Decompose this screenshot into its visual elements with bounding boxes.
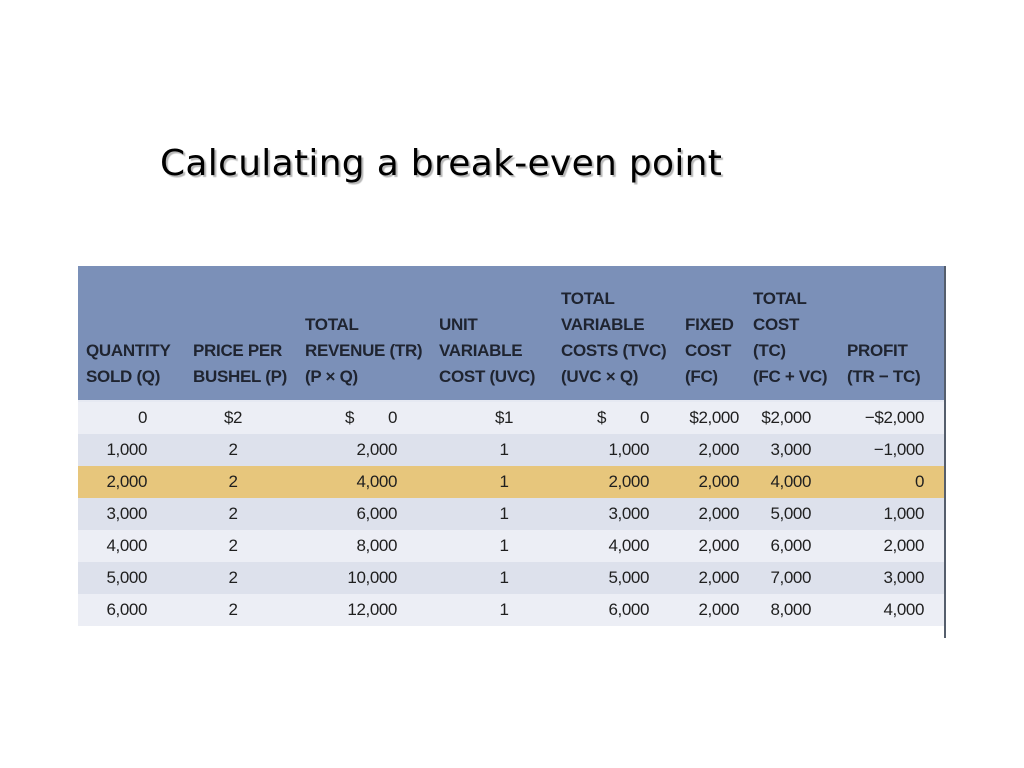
table-row	[78, 562, 944, 594]
break-even-table-container	[78, 266, 946, 638]
cell-revenue: 8,000	[356, 536, 397, 555]
cell-uvc: 1	[499, 472, 509, 491]
cell-quantity: 6,000	[106, 600, 147, 619]
cell-profit: 3,000	[883, 568, 924, 587]
cell-price: 2	[228, 568, 238, 587]
cell-tvc: 2,000	[608, 472, 649, 491]
cell-tvc: 6,000	[608, 600, 649, 619]
header-price-per-bushel: PRICE PER BUSHEL (P)	[185, 266, 297, 401]
cell-price: $2	[223, 408, 243, 427]
table-row	[78, 594, 944, 626]
cell-profit: 4,000	[883, 600, 924, 619]
table-row	[78, 498, 944, 530]
cell-price: 2	[228, 440, 238, 459]
table-row	[78, 434, 944, 466]
cell-quantity: 2,000	[106, 472, 147, 491]
cell-fixed-cost: 2,000	[698, 472, 739, 491]
table-row	[78, 401, 944, 434]
cell-revenue: 4,000	[356, 472, 397, 491]
cell-price: 2	[228, 600, 238, 619]
cell-revenue: 10,000	[347, 568, 397, 587]
cell-uvc: 1	[499, 568, 509, 587]
header-quantity-sold: QUANTITY SOLD (Q)	[78, 266, 185, 401]
cell-uvc: 1	[499, 440, 509, 459]
cell-total-cost: $2,000	[761, 408, 811, 427]
cell-tvc-value: 0	[639, 408, 649, 427]
cell-price: 2	[228, 504, 238, 523]
cell-quantity: 3,000	[106, 504, 147, 523]
cell-total-cost: 3,000	[770, 440, 811, 459]
cell-total-cost: 8,000	[770, 600, 811, 619]
cell-tvc: 3,000	[608, 504, 649, 523]
cell-price: 2	[228, 472, 238, 491]
header-total-cost: TOTAL COST (TC) (FC + VC)	[745, 266, 839, 401]
cell-quantity: 4,000	[106, 536, 147, 555]
cell-tvc: 1,000	[608, 440, 649, 459]
cell-uvc: 1	[499, 504, 509, 523]
cell-fixed-cost: $2,000	[689, 408, 739, 427]
table-row-break-even	[78, 466, 944, 498]
cell-tvc-symbol: $	[597, 408, 607, 427]
slide-title: Calculating a break-even point	[160, 143, 723, 184]
cell-uvc: $1	[494, 408, 514, 427]
table-row	[78, 530, 944, 562]
header-unit-variable-cost: UNIT VARIABLE COST (UVC)	[431, 266, 553, 401]
cell-profit: 2,000	[883, 536, 924, 555]
table-header-row	[78, 266, 944, 401]
cell-fixed-cost: 2,000	[698, 536, 739, 555]
cell-quantity: 5,000	[106, 568, 147, 587]
cell-quantity: 1,000	[106, 440, 147, 459]
cell-total-cost: 6,000	[770, 536, 811, 555]
cell-total-cost: 7,000	[770, 568, 811, 587]
cell-uvc: 1	[499, 536, 509, 555]
header-fixed-cost: FIXED COST (FC)	[677, 266, 745, 401]
cell-revenue	[297, 401, 431, 434]
cell-profit: 1,000	[883, 504, 924, 523]
header-total-variable-costs: TOTAL VARIABLE COSTS (TVC) (UVC × Q)	[553, 266, 677, 401]
break-even-table	[78, 266, 944, 626]
cell-profit: −1,000	[873, 440, 924, 459]
cell-fixed-cost: 2,000	[698, 504, 739, 523]
cell-profit: −$2,000	[864, 408, 924, 427]
cell-price: 2	[228, 536, 238, 555]
cell-tvc	[553, 401, 677, 434]
cell-tvc: 4,000	[608, 536, 649, 555]
cell-fixed-cost: 2,000	[698, 440, 739, 459]
header-total-revenue: TOTAL REVENUE (TR) (P × Q)	[297, 266, 431, 401]
cell-fixed-cost: 2,000	[698, 568, 739, 587]
cell-revenue-symbol: $	[345, 408, 355, 427]
cell-total-cost: 4,000	[770, 472, 811, 491]
cell-uvc: 1	[499, 600, 509, 619]
header-profit: PROFIT (TR − TC)	[839, 266, 944, 401]
cell-tvc: 5,000	[608, 568, 649, 587]
cell-revenue: 6,000	[356, 504, 397, 523]
cell-revenue-value: 0	[387, 408, 397, 427]
cell-fixed-cost: 2,000	[698, 600, 739, 619]
cell-revenue: 2,000	[356, 440, 397, 459]
cell-revenue: 12,000	[347, 600, 397, 619]
cell-total-cost: 5,000	[770, 504, 811, 523]
cell-profit: 0	[914, 472, 924, 491]
cell-quantity: 0	[137, 408, 147, 427]
